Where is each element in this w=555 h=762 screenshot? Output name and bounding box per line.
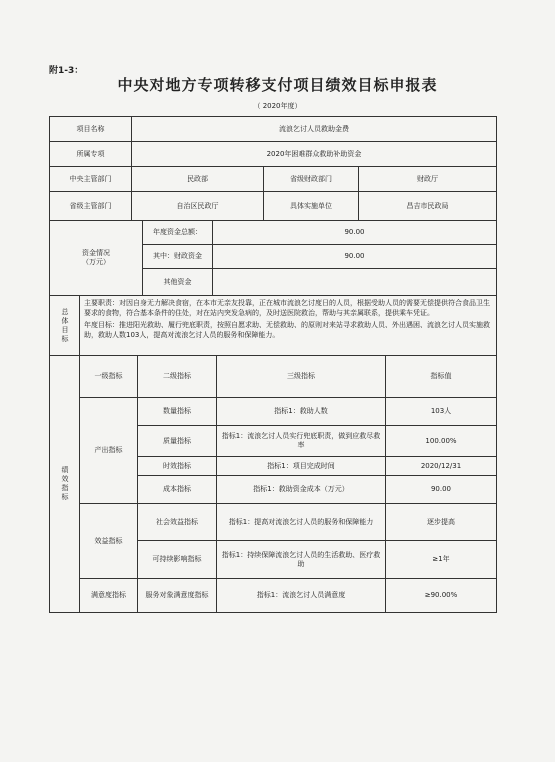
- output-l3-0: 指标1：救助人数: [216, 397, 386, 426]
- provincial-finance-value: 财政厅: [358, 166, 497, 192]
- satisfaction-l3-0: 指标1：流浪乞讨人员满意度: [216, 578, 386, 613]
- header-level2: 二级指标: [137, 355, 217, 398]
- funds-finance-label: 其中：财政资金: [142, 244, 213, 269]
- funds-total-label: 年度资金总额：: [142, 220, 213, 245]
- output-l2-0: 数量指标: [137, 397, 217, 426]
- goal-label: [49, 295, 80, 356]
- provincial-finance-label: 省级财政部门: [263, 166, 359, 192]
- header-level3: 三级指标: [216, 355, 386, 398]
- satisfaction-label: 满意度指标: [79, 578, 138, 613]
- effect-l2-1: 可持续影响指标: [137, 540, 217, 579]
- effect-label: 效益指标: [79, 503, 138, 579]
- project-name-value: 流浪乞讨人员救助金费: [131, 116, 497, 142]
- output-value-1: 100.00%: [385, 425, 497, 457]
- impl-unit-value: 昌吉市民政局: [358, 191, 497, 221]
- attachment-label: 附1-3：: [49, 66, 84, 76]
- output-l2-1: 质量指标: [137, 425, 217, 457]
- satisfaction-l2-0: 服务对象满意度指标: [137, 578, 217, 613]
- goal-label-text: 总体目标: [61, 307, 69, 344]
- effect-l3-0: 指标1：提高对流浪乞讨人员的服务和保障能力: [216, 503, 386, 541]
- output-value-0: 103人: [385, 397, 497, 426]
- special-value: 2020年困难群众救助补助资金: [131, 141, 497, 167]
- goal-duty: 主要职责：对因自身无力解决食宿，在本市无亲友投靠，正在城市流浪乞讨度日的人员，根据受助人员的需要无偿提供符合食品卫生要求的食物，符合基本条件的住处，对在站内突发急病的，及时送医院救治，帮助与其亲属联系，提供乘车凭证。: [84, 299, 490, 317]
- provincial-dept-label: 省级主管部门: [49, 191, 132, 221]
- output-value-2: 2020/12/31: [385, 456, 497, 476]
- provincial-dept-value: 自治区民政厅: [131, 191, 264, 221]
- header-value: 指标值: [385, 355, 497, 398]
- satisfaction-value-0: ≥90.00%: [385, 578, 497, 613]
- output-l2-2: 时效指标: [137, 456, 217, 476]
- central-dept-label: 中央主管部门: [49, 166, 132, 192]
- form-year: （ 2020年度）: [253, 102, 302, 110]
- effect-l3-1: 指标1：持续保障流浪乞讨人员的生活救助、医疗救助: [216, 540, 386, 579]
- central-dept-value: 民政部: [131, 166, 264, 192]
- effect-l2-0: 社会效益指标: [137, 503, 217, 541]
- funds-label: 资金情况 （万元）: [49, 220, 143, 296]
- funds-total-value: 90.00: [212, 220, 497, 245]
- special-label: 所属专项: [49, 141, 132, 167]
- funds-other-value: [212, 268, 497, 296]
- header-level1: 一级指标: [79, 355, 138, 398]
- form-title: 中央对地方专项转移支付项目绩效目标申报表: [117, 76, 438, 94]
- output-l3-2: 指标1：项目完成时间: [216, 456, 386, 476]
- indicators-label-text: 绩效指标: [61, 466, 69, 502]
- output-value-3: 90.00: [385, 475, 497, 504]
- funds-other-label: 其他资金: [142, 268, 213, 296]
- effect-value-0: 逐步提高: [385, 503, 497, 541]
- goal-content: [79, 295, 497, 356]
- effect-value-1: ≥1年: [385, 540, 497, 579]
- output-l2-3: 成本指标: [137, 475, 217, 504]
- output-l3-3: 指标1：救助资金成本（万元）: [216, 475, 386, 504]
- output-l3-1: 指标1：流浪乞讨人员实行兜底职责，做到应救尽救率: [216, 425, 386, 457]
- impl-unit-label: 具体实施单位: [263, 191, 359, 221]
- indicators-label: [49, 355, 80, 613]
- goal-annual: 年度目标：推进阳光救助、履行兜底职责，按照自愿求助、无偿救助、的原则对来站寻求救助人员、外出遇困、流浪乞讨人员实施救助，救助人数103人，提高对流浪乞讨人员的服务和保障能力。: [84, 321, 490, 339]
- funds-finance-value: 90.00: [212, 244, 497, 269]
- output-label: 产出指标: [79, 397, 138, 504]
- project-name-label: 项目名称: [49, 116, 132, 142]
